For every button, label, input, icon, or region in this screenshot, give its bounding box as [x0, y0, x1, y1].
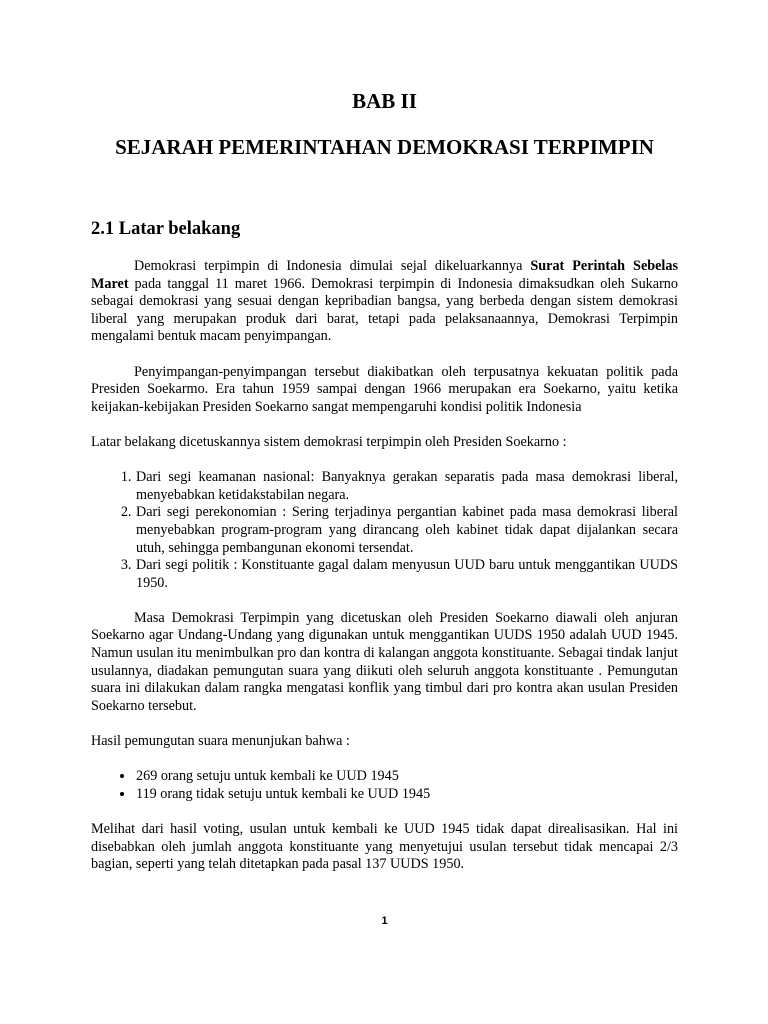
- paragraph-intro-text-post: pada tanggal 11 maret 1966. Demokrasi terpimpin di Indonesia dimaksudkan oleh Sukarno sebagai demokrasi yang sesuai dengan kepribadian bangsa, yang berbeda dengan sistem demokrasi liberal yang merupakan produk dari barat, tetapi pada pelaksanaannya, Demokrasi Terpimpin mengalami bentuk macam penyimpangan.: [91, 275, 678, 345]
- paragraph-voting: Melihat dari hasil voting, usulan untuk kembali ke UUD 1945 tidak dapat direalisasikan. Hal ini disebabkan oleh jumlah anggota konstituante yang menyetujui usulan tersebut tidak mencapai 2/3 bagian, seperti yang telah ditetapkan pada pasal 137 UUDS 1950.: [91, 821, 678, 873]
- page-number: 1: [381, 915, 388, 927]
- paragraph-penyimpangan: Penyimpangan-penyimpangan tersebut diakibatkan oleh terpusatnya kekuatan politik pada Presiden Soekarmo. Era tahun 1959 sampai dengan 1966 merupakan era Soekarno, yaitu ketika keijakan-kebijakan Presiden Soekarno sangat mempengaruhi kondisi politik Indonesia: [91, 363, 678, 415]
- list-item: • 269 orang setuju untuk kembali ke UUD 1945: [135, 768, 678, 786]
- section-heading: 2.1 Latar belakang: [91, 219, 241, 239]
- chapter-heading: BAB II: [352, 89, 417, 113]
- paragraph-masa-demokrasi: Masa Demokrasi Terpimpin yang dicetuskan oleh Presiden Soekarno diawali oleh anjuran Soekarno agar Undang-Undang yang digunakan untuk menggantikan UUDS 1950 adalah UUD 1945. Namun usulan itu menimbulkan pro dan kontra di kalangan anggota konstituante. Sebagai tindak lanjut usulannya, diadakan pemungutan suara yang diikuti oleh seluruh anggota konstituante . Pemungutan suara ini dilakukan dalam rangka mengatasi konflik yang timbul dari pro kontra akan usulan Presiden Soekarno tersebut.: [91, 609, 678, 714]
- document-body: [91, 258, 678, 891]
- paragraph-latar-belakang: Latar belakang dicetuskannya sistem demokrasi terpimpin oleh Presiden Soekarno :: [91, 433, 567, 450]
- list-item: • 119 orang tidak setuju untuk kembali ke UUD 1945: [135, 786, 678, 804]
- bullet-list: [91, 768, 678, 803]
- paragraph-hasil: Hasil pemungutan suara menunjukan bahwa :: [91, 733, 350, 750]
- document-page: [91, 0, 678, 1024]
- chapter-title: SEJARAH PEMERINTAHAN DEMOKRASI TERPIMPIN: [115, 135, 654, 159]
- paragraph-intro-text-pre: Demokrasi terpimpin di Indonesia dimulai sejal dikeluarkannya: [134, 258, 531, 274]
- surat-perintah-bold: Surat Perintah Sebelas Maret: [91, 258, 678, 292]
- numbered-list: [91, 469, 678, 592]
- paragraph-intro: [91, 258, 678, 346]
- list-item: 1. Dari segi keamanan nasional: Banyaknya gerakan separatis pada masa demokrasi liberal, menyebabkan ketidakstabilan negara.: [135, 469, 678, 504]
- list-item: 2. Dari segi perekonomian : Sering terjadinya pergantian kabinet pada masa demokrasi liberal menyebabkan program-program yang dirancang oleh kabinet tidak dapat dijalankan secara utuh, sehingga pembangunan ekonomi tersendat.: [135, 504, 678, 557]
- list-item: 3. Dari segi politik : Konstituante gagal dalam menyusun UUD baru untuk menggantikan UUDS 1950.: [135, 557, 678, 592]
